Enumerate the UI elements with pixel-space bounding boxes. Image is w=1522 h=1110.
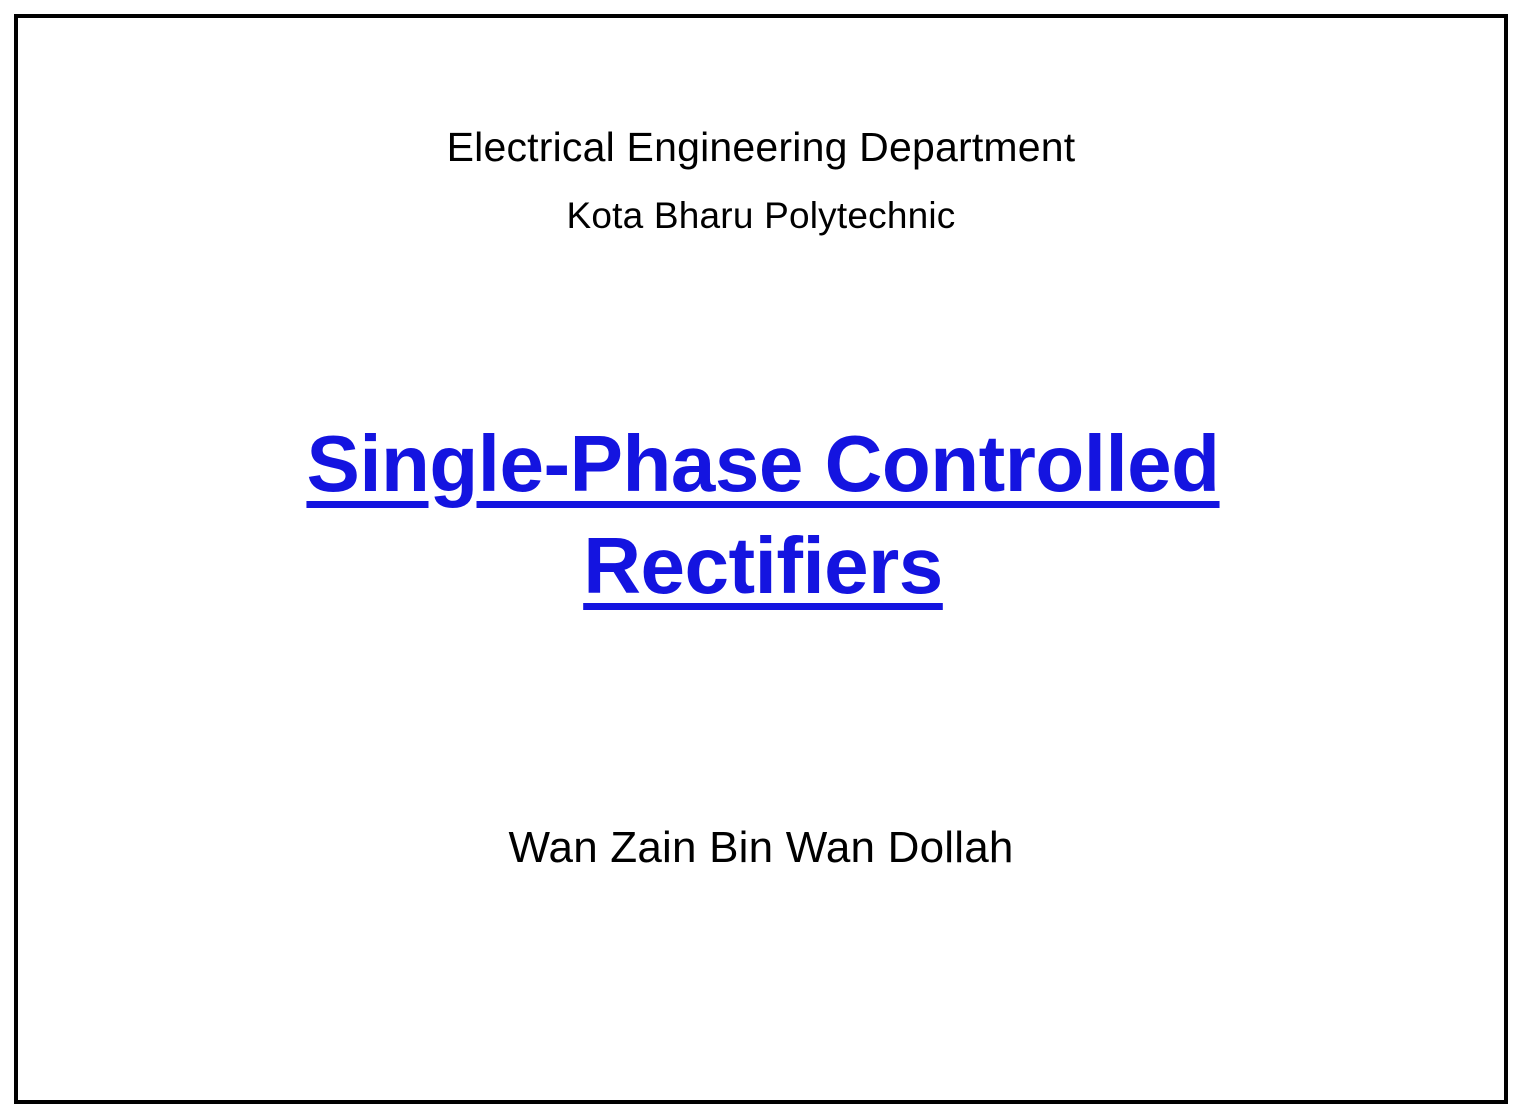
slide-title-text: Single-Phase Controlled Rectifiers [306, 419, 1220, 611]
slide-title [138, 413, 1388, 618]
department-name: Electrical Engineering Department [446, 124, 1076, 170]
organization-heading [18, 123, 1504, 239]
institution-name: Kota Bharu Polytechnic [566, 195, 956, 237]
author-line [18, 823, 1504, 873]
author-name: Wan Zain Bin Wan Dollah [508, 823, 1014, 872]
slide-content [18, 18, 1504, 1100]
